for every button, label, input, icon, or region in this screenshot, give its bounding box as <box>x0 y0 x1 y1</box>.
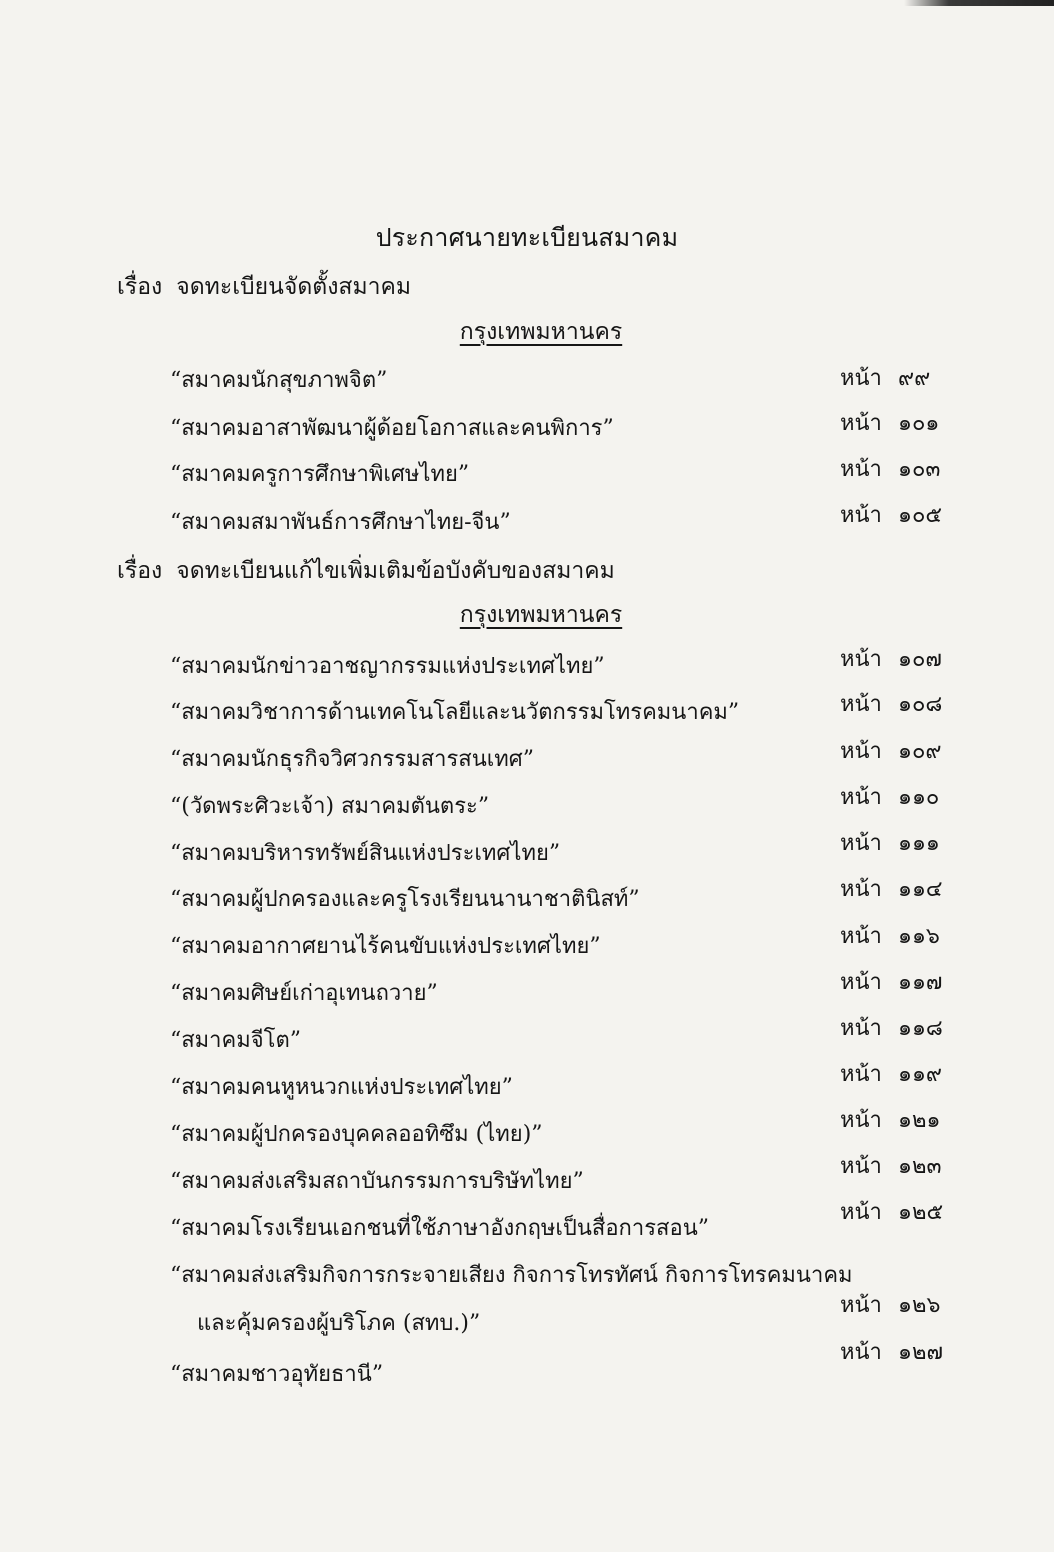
page-ref <box>840 360 960 395</box>
entry-name: “สมาคมโรงเรียนเอกชนที่ใช้ภาษาอังกฤษเป็นสื่อการสอน” <box>170 1216 709 1241</box>
page-label: หน้า <box>840 831 882 856</box>
page-ref <box>840 686 960 721</box>
page-number: ๑๑๗ <box>898 970 943 995</box>
page-number: ๑๑๑ <box>898 831 940 856</box>
entry-name: “สมาคมจีโต” <box>170 1028 301 1053</box>
page-number: ๑๑๔ <box>898 877 943 902</box>
page-label: หน้า <box>840 1200 882 1225</box>
entry-name: “สมาคมชาวอุทัยธานี” <box>170 1362 384 1387</box>
page-label: หน้า <box>840 1062 882 1087</box>
subject-line-amendment <box>117 553 615 589</box>
page-ref <box>840 779 960 814</box>
page-ref <box>840 871 960 906</box>
page-label: หน้า <box>840 457 882 482</box>
page-number: ๑๐๕ <box>898 503 943 528</box>
page-ref <box>840 733 960 768</box>
page-ref <box>840 1334 960 1369</box>
subject-text: จดทะเบียนจัดตั้งสมาคม <box>176 274 412 300</box>
page-ref <box>840 1148 960 1183</box>
page-label: หน้า <box>840 692 882 717</box>
subject-text: จดทะเบียนแก้ไขเพิ่มเติมข้อบังคับของสมาคม <box>176 558 615 584</box>
page-ref <box>840 1102 960 1137</box>
entry-name: “สมาคมคนหูหนวกแห่งประเทศไทย” <box>170 1075 513 1100</box>
page-label: หน้า <box>840 411 882 436</box>
page-ref <box>840 1194 960 1229</box>
entry-name: “(วัดพระศิวะเจ้า) สมาคมตันตระ” <box>170 794 490 819</box>
page-number: ๑๒๑ <box>898 1108 941 1133</box>
page-label: หน้า <box>840 739 882 764</box>
entry-name: “สมาคมนักข่าวอาชญากรรมแห่งประเทศไทย” <box>170 654 605 679</box>
page-label: หน้า <box>840 1293 882 1318</box>
subject-line-establishment <box>117 269 411 305</box>
page-number: ๑๑๐ <box>898 785 940 810</box>
page-label: หน้า <box>840 1016 882 1041</box>
page-ref <box>840 451 960 486</box>
page-ref <box>840 1010 960 1045</box>
page-label: หน้า <box>840 503 882 528</box>
region-heading: กรุงเทพมหานคร <box>459 319 623 345</box>
page-label: หน้า <box>840 366 882 391</box>
entry-name: “สมาคมอากาศยานไร้คนขับแห่งประเทศไทย” <box>170 934 601 959</box>
entry-name: “สมาคมผู้ปกครองและครูโรงเรียนนานาชาตินิสท์” <box>170 887 640 912</box>
entry-name: “สมาคมศิษย์เก่าอุเทนถวาย” <box>170 981 438 1006</box>
page-edge-shadow <box>904 0 1054 6</box>
page-label: หน้า <box>840 1340 882 1365</box>
entry-name: “สมาคมอาสาพัฒนาผู้ด้อยโอกาสและคนพิการ” <box>170 416 614 441</box>
entry-name: “สมาคมสมาพันธ์การศึกษาไทย-จีน” <box>170 510 511 535</box>
page-number: ๑๒๖ <box>898 1293 941 1318</box>
page-number: ๑๒๕ <box>898 1200 944 1225</box>
page-label: หน้า <box>840 647 882 672</box>
page-number: ๑๒๗ <box>898 1340 944 1365</box>
document-title: ประกาศนายทะเบียนสมาคม <box>375 223 679 252</box>
page-number: ๑๐๘ <box>898 692 943 717</box>
page-ref <box>840 1056 960 1091</box>
subject-label: เรื่อง <box>117 558 163 584</box>
entry-name: “สมาคมผู้ปกครองบุคคลออทิซึม (ไทย)” <box>170 1122 543 1147</box>
page-ref <box>840 825 960 860</box>
page-label: หน้า <box>840 1154 882 1179</box>
entry-name: “สมาคมส่งเสริมสถาบันกรรมการบริษัทไทย” <box>170 1169 584 1194</box>
page-number: ๑๐๓ <box>898 457 941 482</box>
entry-name: “สมาคมวิชาการด้านเทคโนโลยีและนวัตกรรมโทรคมนาคม” <box>170 700 740 725</box>
entry-name: “สมาคมนักสุขภาพจิต” <box>170 368 388 393</box>
page-label: หน้า <box>840 877 882 902</box>
page-label: หน้า <box>840 785 882 810</box>
page-ref <box>840 1287 960 1322</box>
page-number: ๑๑๘ <box>898 1016 943 1041</box>
page-ref <box>840 641 960 676</box>
page-ref <box>840 405 960 440</box>
page-label: หน้า <box>840 1108 882 1133</box>
subject-label: เรื่อง <box>117 274 163 300</box>
page-number: ๑๒๓ <box>898 1154 942 1179</box>
page-number: ๑๐๗ <box>898 647 942 672</box>
page-ref <box>840 918 960 953</box>
page-ref <box>840 497 960 532</box>
page-number: ๑๑๖ <box>898 924 940 949</box>
entry-name-continuation: และคุ้มครองผู้บริโภค (สทบ.)” <box>197 1311 481 1336</box>
page-number: ๑๐๑ <box>898 411 940 436</box>
page-number: ๑๐๙ <box>898 739 942 764</box>
region-heading: กรุงเทพมหานคร <box>459 602 623 628</box>
entry-name: “สมาคมส่งเสริมกิจการกระจายเสียง กิจการโทรทัศน์ กิจการโทรคมนาคม <box>170 1263 853 1288</box>
entry-name: “สมาคมบริหารทรัพย์สินแห่งประเทศไทย” <box>170 841 561 866</box>
page-number: ๙๙ <box>898 366 931 391</box>
page-number: ๑๑๙ <box>898 1062 943 1087</box>
page-ref <box>840 964 960 999</box>
entry-name: “สมาคมนักธุรกิจวิศวกรรมสารสนเทศ” <box>170 747 534 772</box>
page-label: หน้า <box>840 924 882 949</box>
page-label: หน้า <box>840 970 882 995</box>
entry-name: “สมาคมครูการศึกษาพิเศษไทย” <box>170 462 470 487</box>
